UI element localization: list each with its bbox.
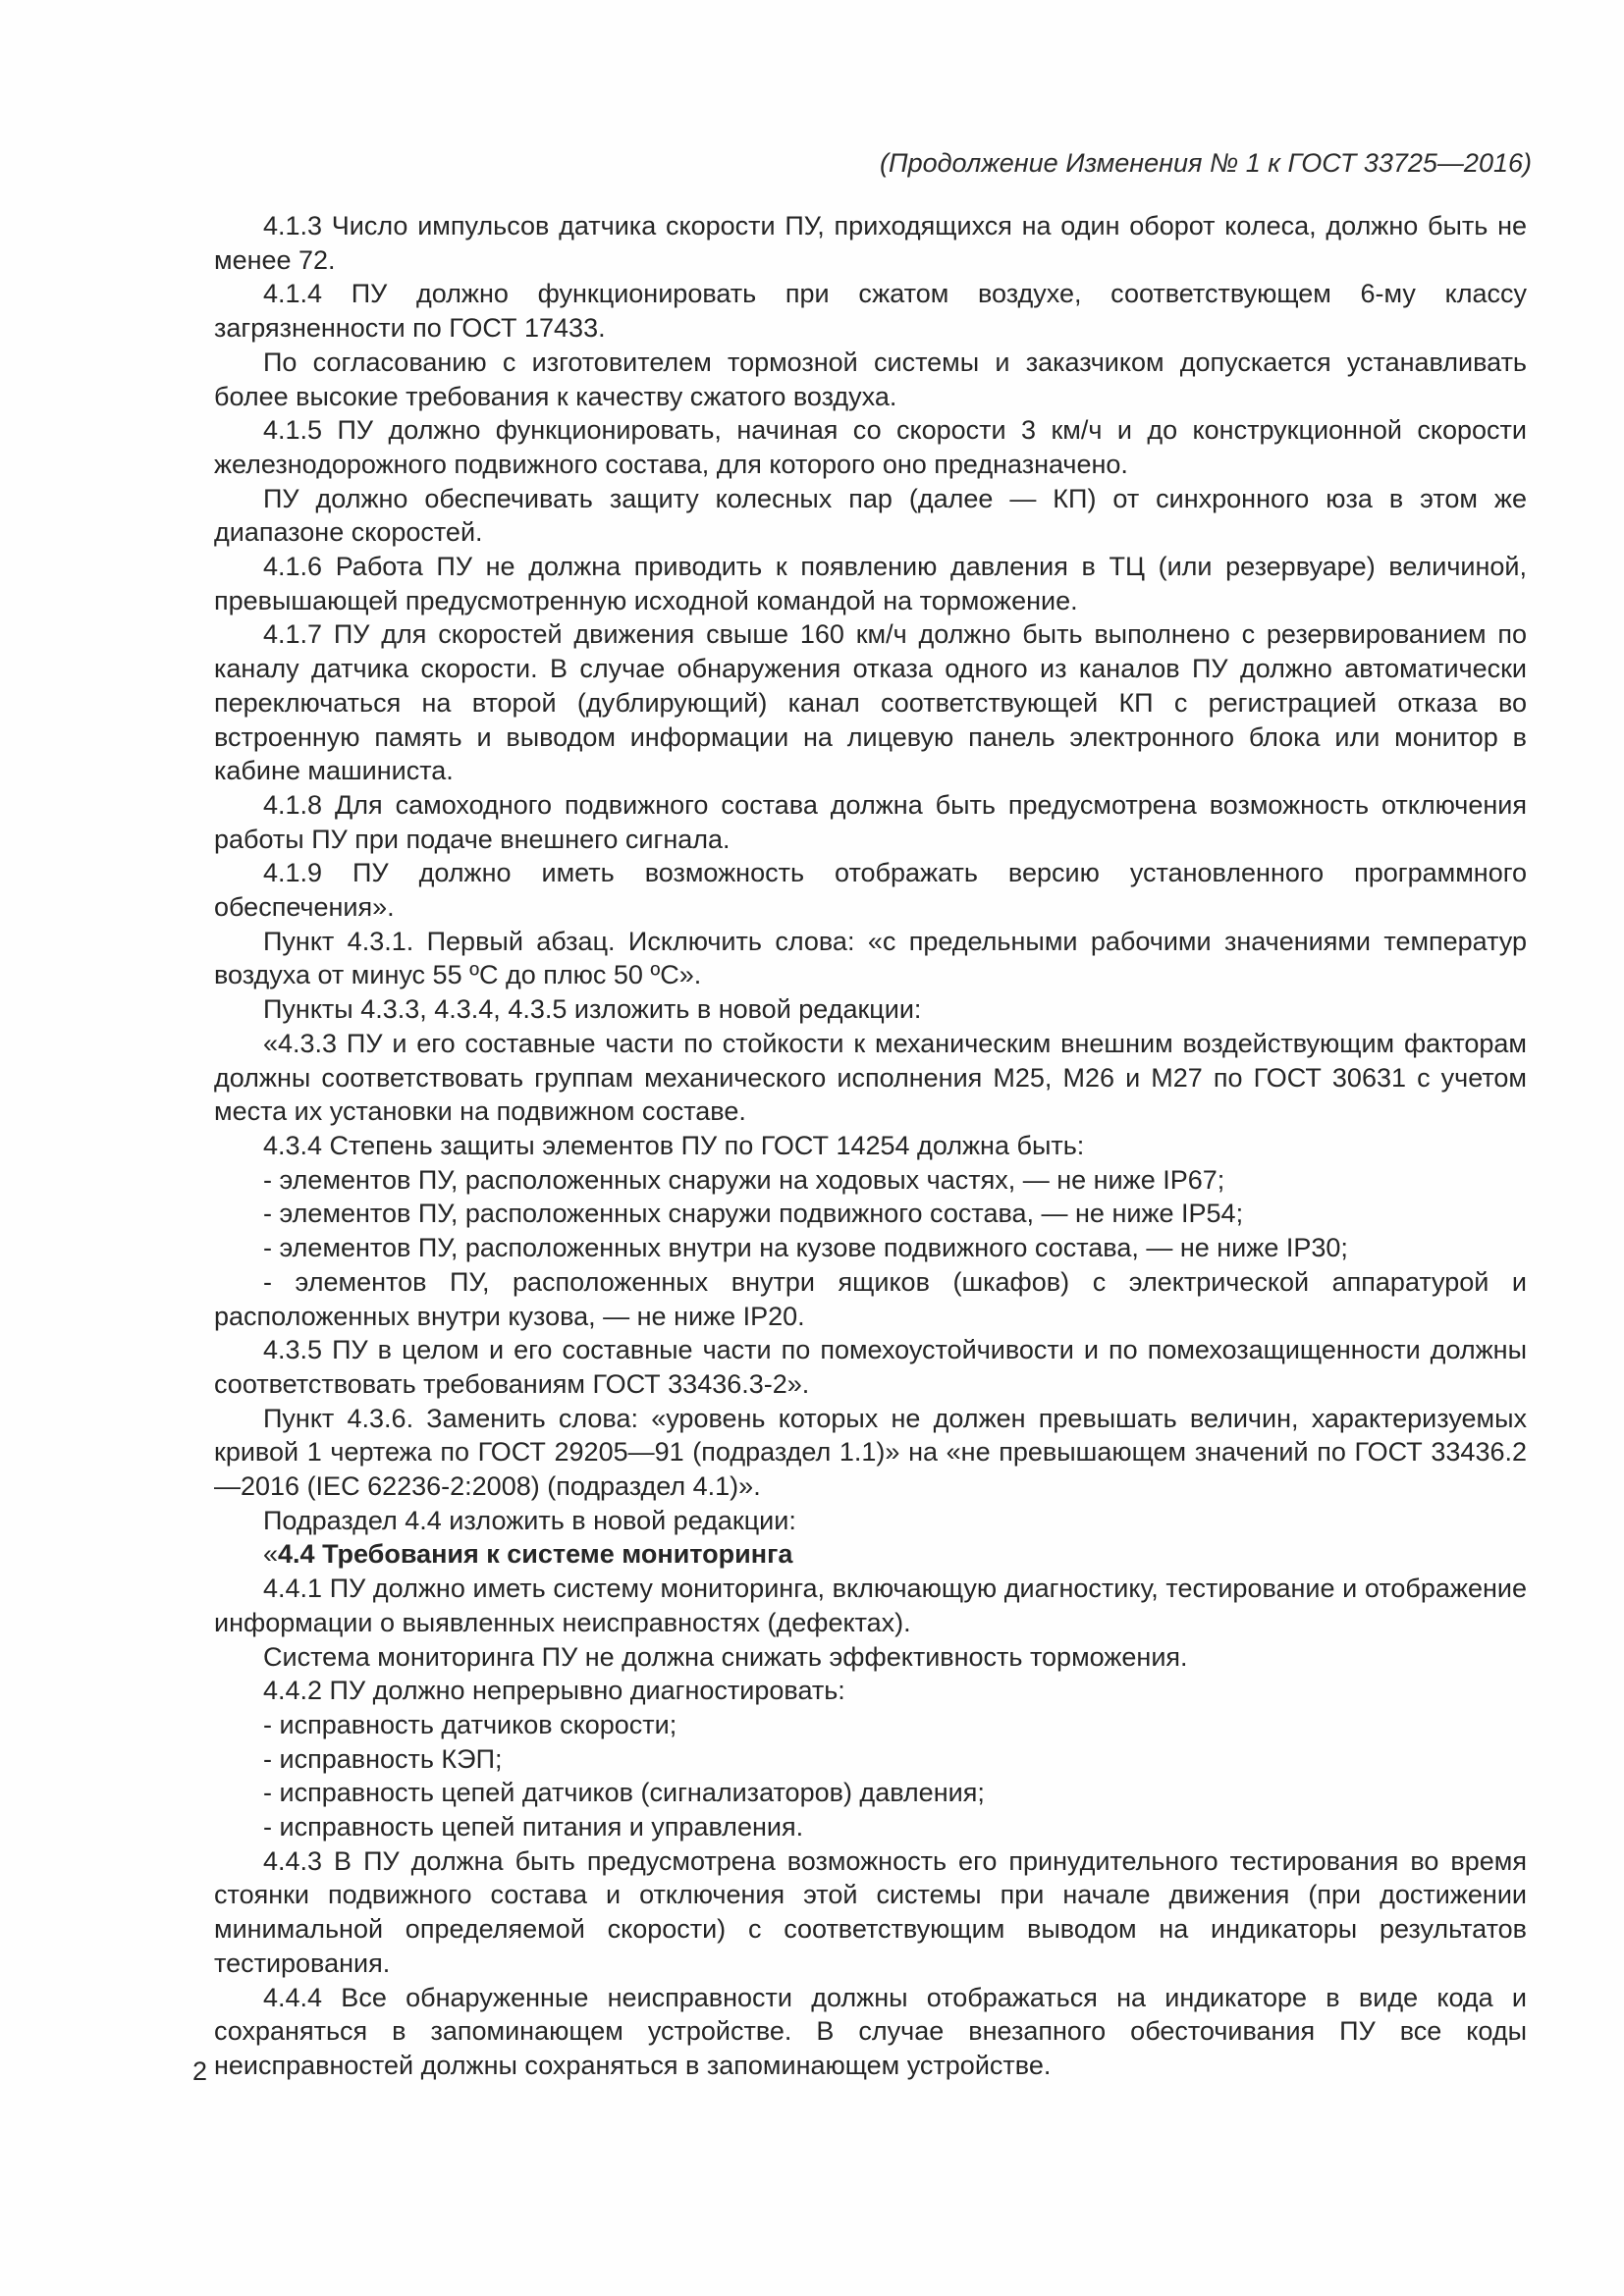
- paragraph: Пункт 4.3.1. Первый абзац. Исключить слова: «с предельными рабочими значениями температур воздуха от минус 55 ºС до плюс 50 ºС».: [214, 926, 1527, 990]
- paragraph: 4.4.4 Все обнаруженные неисправности должны отображаться на индикаторе в виде кода и сохраняться в запоминающем устройстве. В случае внезапного обесточивания ПУ все коды неисправностей должны сохраняться в запоминающем устройстве.: [214, 1982, 1527, 2080]
- paragraph: Пункт 4.3.6. Заменить слова: «уровень которых не должен превышать величин, характеризуемых кривой 1 чертежа по ГОСТ 29205—91 (подраздел 1.1)» на «не превышающем значений по ГОСТ 33436.2—2016 (IEC 62236-2:2008) (подраздел 4.1)».: [214, 1403, 1527, 1502]
- list-item: - исправность датчиков скорости;: [263, 1709, 677, 1739]
- list-item: - элементов ПУ, расположенных внутри ящиков (шкафов) с электрической аппаратурой и расположенных внутри кузова, — не ниже IP20.: [214, 1266, 1527, 1331]
- paragraph: 4.4.1 ПУ должно иметь систему мониторинга, включающую диагностику, тестирование и отображение информации о выявленных неисправностях (дефектах).: [214, 1574, 1527, 1637]
- list-item: - исправность цепей питания и управления.: [263, 1812, 804, 1842]
- paragraph: «4.3.3 ПУ и его составные части по стойкости к механическим внешним воздействующим факторам должны соответствовать группам механического исполнения М25, М26 и М27 по ГОСТ 30631 с учетом места их установки на подвижном составе.: [214, 1028, 1527, 1127]
- paragraph: Система мониторинга ПУ не должна снижать эффективность торможения.: [263, 1641, 1188, 1672]
- paragraph: 4.3.5 ПУ в целом и его составные части по помехоустойчивости и по помехозащищенности должны соответствовать требованиям ГОСТ 33436.3-2».: [214, 1335, 1527, 1399]
- list-item: - исправность КЭП;: [263, 1743, 503, 1774]
- paragraph: По согласованию с изготовителем тормозной системы и заказчиком допускается устанавливать более высокие требования к качеству сжатого воздуха.: [214, 347, 1527, 411]
- continuation-header: (Продолжение Изменения № 1 к ГОСТ 33725—2016): [880, 148, 1532, 178]
- paragraph: 4.1.4 ПУ должно функционировать при сжатом воздухе, соответствующем 6-му классу загрязненности по ГОСТ 17433.: [214, 279, 1527, 344]
- paragraph: 4.1.5 ПУ должно функционировать, начиная со скорости 3 км/ч и до конструкционной скорости железнодорожного подвижного состава, для которого оно предназначено.: [214, 415, 1527, 479]
- paragraph: 4.4.3 В ПУ должна быть предусмотрена возможность его принудительного тестирования во время стоянки подвижного состава и отключения этой системы при начале движения (при достижении минимальной определяемой скорости) с соответствующим выводом на индикаторы результатов тестирования.: [214, 1845, 1527, 1978]
- paragraph: 4.1.6 Работа ПУ не должна приводить к появлению давления в ТЦ (или резервуаре) величиной, превышающей предусмотренную исходной командой на торможение.: [214, 552, 1527, 615]
- paragraph: Пункты 4.3.3, 4.3.4, 4.3.5 изложить в новой редакции:: [263, 994, 922, 1025]
- paragraph: 4.1.3 Число импульсов датчика скорости ПУ, приходящихся на один оборот колеса, должно быть не менее 72.: [214, 211, 1527, 275]
- section-heading: [214, 1537, 1527, 1572]
- paragraph: Подраздел 4.4 изложить в новой редакции:: [263, 1505, 796, 1535]
- list-item: - элементов ПУ, расположенных внутри на кузове подвижного состава, — не ниже IP30;: [263, 1233, 1348, 1263]
- paragraph: 4.3.4 Степень защиты элементов ПУ по ГОСТ 14254 должна быть:: [263, 1130, 1085, 1160]
- paragraph: ПУ должно обеспечивать защиту колесных пар (далее — КП) от синхронного юза в этом же диапазоне скоростей.: [214, 483, 1527, 548]
- section-heading-text: 4.4 Требования к системе мониторинга: [278, 1539, 793, 1570]
- paragraph: 4.1.8 Для самоходного подвижного состава должна быть предусмотрена возможность отключения работы ПУ при подаче внешнего сигнала.: [214, 789, 1527, 854]
- opening-quote: «: [263, 1539, 279, 1570]
- paragraph: 4.4.2 ПУ должно непрерывно диагностировать:: [263, 1676, 845, 1706]
- paragraph: 4.1.9 ПУ должно иметь возможность отображать версию установленного программного обеспечения».: [214, 858, 1527, 923]
- paragraph: 4.1.7 ПУ для скоростей движения свыше 160 км/ч должно быть выполнено с резервированием по каналу датчика скорости. В случае обнаружения отказа одного из каналов ПУ должно автоматически переключаться на второй (дублирующий) канал соответствующей КП с регистрацией отказа во встроенную память и выводом информации на лицевую панель электронного блока или монитор в кабине машиниста.: [214, 619, 1527, 786]
- page-number: 2: [192, 2056, 208, 2086]
- list-item: - исправность цепей датчиков (сигнализаторов) давления;: [263, 1778, 985, 1808]
- body-text: [214, 209, 1527, 2083]
- list-item: - элементов ПУ, расположенных снаружи на ходовых частях, — не ниже IP67;: [263, 1164, 1225, 1195]
- list-item: - элементов ПУ, расположенных снаружи подвижного состава, — не ниже IP54;: [263, 1199, 1244, 1229]
